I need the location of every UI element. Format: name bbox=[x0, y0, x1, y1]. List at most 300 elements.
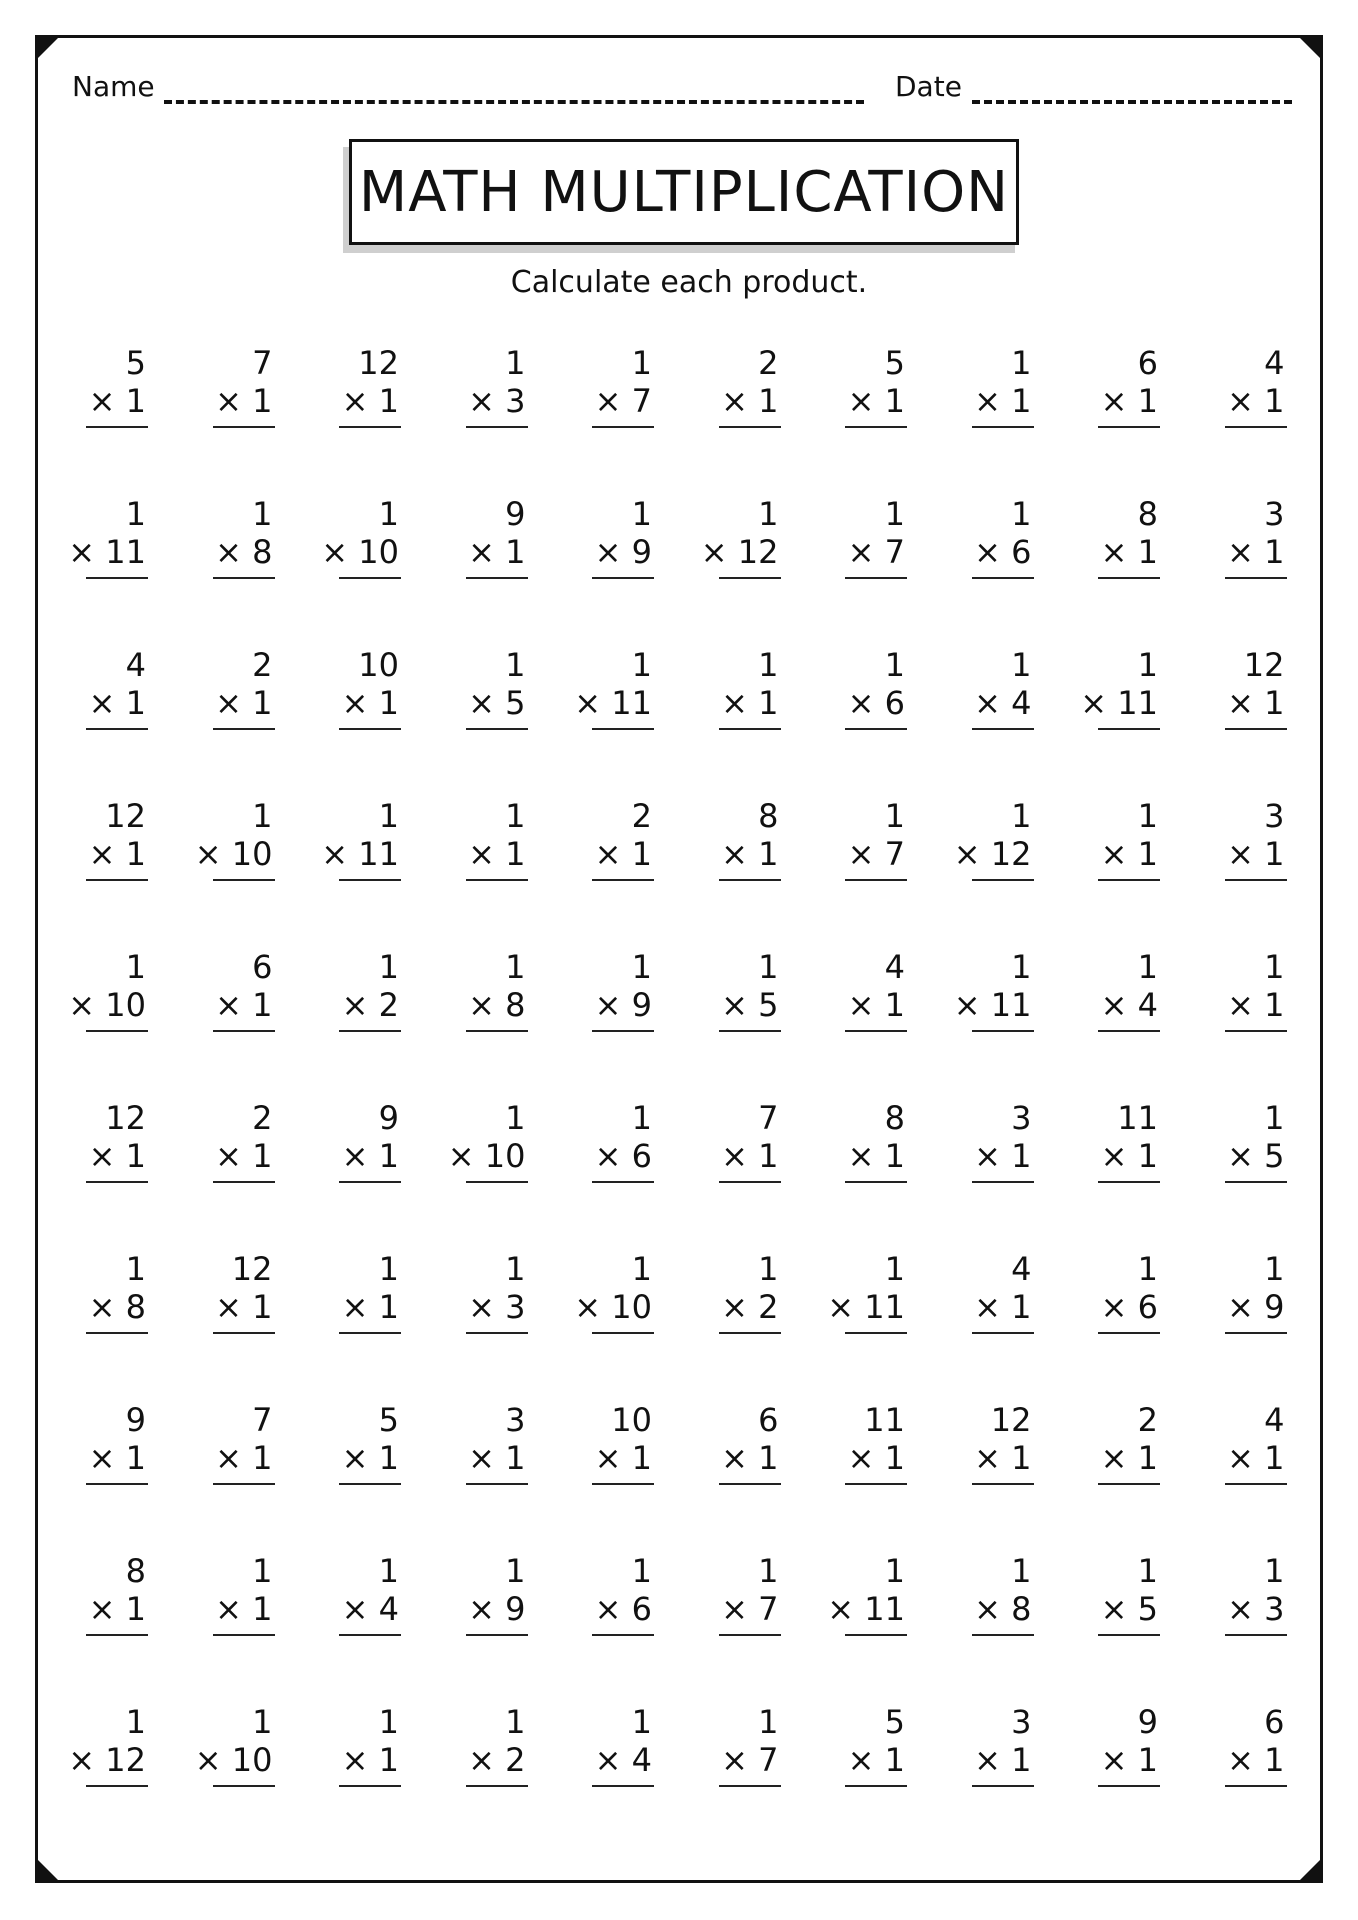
multiplier-value: 1 bbox=[125, 1590, 146, 1628]
multiplicand: 12 bbox=[231, 1250, 273, 1288]
multiplier-value: 6 bbox=[1137, 1288, 1158, 1326]
times-sign-icon: × bbox=[88, 1137, 126, 1175]
times-sign-icon: × bbox=[1227, 684, 1265, 722]
problem-row bbox=[64, 1246, 1304, 1356]
multiplication-problem[interactable] bbox=[968, 1397, 1034, 1507]
multiplier-value: 1 bbox=[252, 986, 273, 1024]
times-sign-icon: × bbox=[215, 1590, 253, 1628]
multiplication-problem[interactable] bbox=[715, 1095, 781, 1205]
multiplier-value: 3 bbox=[1264, 1590, 1285, 1628]
answer-line bbox=[592, 728, 654, 730]
problem-row bbox=[64, 1699, 1304, 1809]
problem-row bbox=[64, 1095, 1304, 1205]
multiplicand: 1 bbox=[1264, 948, 1285, 986]
multiplication-problem[interactable] bbox=[1221, 1397, 1287, 1507]
multiplicand: 8 bbox=[884, 1099, 905, 1137]
multiplication-problem[interactable] bbox=[68, 1699, 148, 1809]
multiplier bbox=[89, 1590, 146, 1628]
answer-line bbox=[972, 1181, 1034, 1183]
answer-line bbox=[213, 1332, 275, 1334]
multiplication-problem[interactable] bbox=[1221, 491, 1287, 601]
answer-line bbox=[86, 728, 148, 730]
multiplication-problem[interactable] bbox=[1094, 1548, 1160, 1658]
multiplication-problem[interactable] bbox=[588, 1548, 654, 1658]
multiplicand: 7 bbox=[252, 1401, 273, 1439]
multiplication-problem[interactable] bbox=[209, 491, 275, 601]
multiplier bbox=[848, 1137, 905, 1175]
multiplier bbox=[68, 986, 146, 1024]
times-sign-icon: × bbox=[847, 382, 885, 420]
multiplier-value: 1 bbox=[125, 684, 146, 722]
multiplier-value: 7 bbox=[884, 533, 905, 571]
multiplicand: 1 bbox=[758, 646, 779, 684]
multiplication-problem[interactable] bbox=[1094, 1246, 1160, 1356]
problem-row bbox=[64, 491, 1304, 601]
answer-line bbox=[1225, 879, 1287, 881]
date-label: Date bbox=[895, 70, 962, 103]
multiplier-value: 11 bbox=[864, 1288, 905, 1326]
multiplication-problem[interactable] bbox=[1094, 340, 1160, 450]
times-sign-icon: × bbox=[1227, 1288, 1265, 1326]
multiplier-value: 1 bbox=[884, 986, 905, 1024]
answer-line bbox=[466, 1181, 528, 1183]
multiplication-problem[interactable] bbox=[447, 1095, 528, 1205]
multiplicand: 1 bbox=[758, 1250, 779, 1288]
multiplication-problem[interactable] bbox=[1221, 1699, 1287, 1809]
multiplier bbox=[1227, 835, 1284, 873]
multiplier bbox=[721, 382, 778, 420]
multiplicand: 3 bbox=[505, 1401, 526, 1439]
answer-line bbox=[466, 426, 528, 428]
answer-line bbox=[719, 1030, 781, 1032]
multiplier-value: 9 bbox=[1264, 1288, 1285, 1326]
multiplier bbox=[848, 1439, 905, 1477]
multiplier bbox=[342, 986, 399, 1024]
multiplication-problem[interactable] bbox=[1094, 793, 1160, 903]
multiplicand: 6 bbox=[252, 948, 273, 986]
multiplicand: 6 bbox=[1137, 344, 1158, 382]
times-sign-icon: × bbox=[974, 1288, 1012, 1326]
multiplication-problem[interactable] bbox=[841, 944, 907, 1054]
multiplication-problem[interactable] bbox=[1221, 1246, 1287, 1356]
multiplier-value: 1 bbox=[252, 382, 273, 420]
answer-line bbox=[86, 1332, 148, 1334]
times-sign-icon: × bbox=[721, 684, 759, 722]
multiplicand: 1 bbox=[884, 646, 905, 684]
multiplication-problem[interactable] bbox=[1094, 1699, 1160, 1809]
multiplier-value: 10 bbox=[358, 533, 399, 571]
multiplication-problem[interactable] bbox=[841, 340, 907, 450]
multiplier bbox=[342, 1590, 399, 1628]
multiplier-value: 12 bbox=[737, 533, 779, 571]
multiplier-value: 1 bbox=[1011, 1288, 1032, 1326]
answer-line bbox=[845, 1634, 907, 1636]
times-sign-icon: × bbox=[88, 835, 126, 873]
multiplication-problem[interactable] bbox=[588, 1397, 654, 1507]
instructions-text: Calculate each product. bbox=[510, 265, 868, 300]
multiplication-problem[interactable] bbox=[715, 1397, 781, 1507]
times-sign-icon: × bbox=[721, 1590, 759, 1628]
answer-line bbox=[466, 728, 528, 730]
multiplier-value: 2 bbox=[378, 986, 399, 1024]
multiplication-problem[interactable] bbox=[968, 340, 1034, 450]
problem-row bbox=[64, 1548, 1304, 1658]
multiplicand: 4 bbox=[1264, 344, 1285, 382]
multiplicand: 1 bbox=[125, 1250, 146, 1288]
multiplication-problem[interactable] bbox=[841, 1095, 907, 1205]
answer-line bbox=[1098, 1181, 1160, 1183]
multiplication-problem[interactable] bbox=[953, 793, 1034, 903]
multiplier-value: 12 bbox=[990, 835, 1032, 873]
answer-line bbox=[213, 1483, 275, 1485]
multiplicand: 8 bbox=[1137, 495, 1158, 533]
answer-line bbox=[719, 1634, 781, 1636]
multiplication-problem[interactable] bbox=[574, 642, 654, 752]
multiplier bbox=[1101, 1741, 1158, 1779]
times-sign-icon: × bbox=[594, 835, 632, 873]
name-label: Name bbox=[72, 70, 155, 103]
name-field[interactable] bbox=[164, 100, 864, 104]
times-sign-icon: × bbox=[1100, 1137, 1138, 1175]
multiplier-value: 1 bbox=[1264, 382, 1285, 420]
multiplicand: 5 bbox=[378, 1401, 399, 1439]
multiplier bbox=[1101, 1288, 1158, 1326]
multiplication-problem[interactable] bbox=[462, 793, 528, 903]
times-sign-icon: × bbox=[68, 986, 106, 1024]
date-field[interactable] bbox=[972, 100, 1292, 104]
multiplication-problem[interactable] bbox=[194, 1699, 275, 1809]
multiplication-problem[interactable] bbox=[209, 1095, 275, 1205]
times-sign-icon: × bbox=[468, 1590, 506, 1628]
answer-line bbox=[719, 879, 781, 881]
multiplication-problem[interactable] bbox=[82, 1548, 148, 1658]
multiplier bbox=[215, 382, 272, 420]
multiplier bbox=[1227, 382, 1284, 420]
multiplication-problem[interactable] bbox=[209, 340, 275, 450]
multiplicand: 6 bbox=[1264, 1703, 1285, 1741]
multiplicand: 11 bbox=[1117, 1099, 1158, 1137]
multiplication-problem[interactable] bbox=[335, 1699, 401, 1809]
multiplication-problem[interactable] bbox=[82, 642, 148, 752]
multiplication-problem[interactable] bbox=[462, 642, 528, 752]
times-sign-icon: × bbox=[88, 1590, 126, 1628]
multiplier-value: 3 bbox=[505, 1288, 526, 1326]
multiplier-value: 2 bbox=[505, 1741, 526, 1779]
answer-line bbox=[1225, 728, 1287, 730]
multiplication-problem[interactable] bbox=[1080, 642, 1160, 752]
multiplicand: 1 bbox=[884, 1552, 905, 1590]
times-sign-icon: × bbox=[215, 1288, 253, 1326]
times-sign-icon: × bbox=[847, 684, 885, 722]
multiplication-problem[interactable] bbox=[715, 793, 781, 903]
times-sign-icon: × bbox=[721, 1439, 759, 1477]
times-sign-icon: × bbox=[721, 1288, 759, 1326]
multiplication-problem[interactable] bbox=[841, 793, 907, 903]
multiplication-problem[interactable] bbox=[588, 944, 654, 1054]
multiplicand: 1 bbox=[1011, 797, 1032, 835]
multiplication-problem[interactable] bbox=[968, 491, 1034, 601]
multiplication-problem[interactable] bbox=[715, 340, 781, 450]
multiplier-value: 4 bbox=[1137, 986, 1158, 1024]
multiplication-problem[interactable] bbox=[209, 1246, 275, 1356]
answer-line bbox=[845, 1181, 907, 1183]
multiplicand: 8 bbox=[758, 797, 779, 835]
multiplier-value: 1 bbox=[1137, 1439, 1158, 1477]
multiplication-problem[interactable] bbox=[588, 1699, 654, 1809]
multiplier bbox=[974, 382, 1031, 420]
multiplicand: 5 bbox=[884, 344, 905, 382]
multiplier-value: 9 bbox=[631, 986, 652, 1024]
multiplication-problem[interactable] bbox=[1221, 793, 1287, 903]
multiplication-problem[interactable] bbox=[321, 793, 401, 903]
times-sign-icon: × bbox=[1100, 533, 1138, 571]
multiplicand: 1 bbox=[1137, 1250, 1158, 1288]
multiplication-problem[interactable] bbox=[209, 1548, 275, 1658]
multiplicand: 1 bbox=[1011, 646, 1032, 684]
multiplier-value: 8 bbox=[1011, 1590, 1032, 1628]
multiplier bbox=[848, 382, 905, 420]
multiplication-problem[interactable] bbox=[335, 340, 401, 450]
multiplier bbox=[1101, 1439, 1158, 1477]
multiplier-value: 7 bbox=[758, 1590, 779, 1628]
answer-line bbox=[86, 1030, 148, 1032]
multiplicand: 1 bbox=[631, 344, 652, 382]
multiplication-problem[interactable] bbox=[82, 1246, 148, 1356]
multiplier-value: 1 bbox=[1137, 382, 1158, 420]
multiplicand: 1 bbox=[505, 1099, 526, 1137]
answer-line bbox=[845, 426, 907, 428]
multiplication-problem[interactable] bbox=[700, 491, 781, 601]
multiplication-problem[interactable] bbox=[968, 1246, 1034, 1356]
times-sign-icon: × bbox=[847, 533, 885, 571]
times-sign-icon: × bbox=[447, 1137, 485, 1175]
times-sign-icon: × bbox=[974, 382, 1012, 420]
multiplication-problem[interactable] bbox=[588, 340, 654, 450]
multiplication-problem[interactable] bbox=[715, 944, 781, 1054]
multiplication-problem[interactable] bbox=[841, 1397, 907, 1507]
answer-line bbox=[1225, 426, 1287, 428]
answer-line bbox=[1225, 1634, 1287, 1636]
multiplication-problem[interactable] bbox=[968, 1699, 1034, 1809]
multiplicand: 1 bbox=[1264, 1099, 1285, 1137]
multiplier-value: 1 bbox=[505, 1439, 526, 1477]
multiplication-problem[interactable] bbox=[715, 1699, 781, 1809]
multiplier bbox=[468, 533, 525, 571]
multiplicand: 12 bbox=[358, 344, 399, 382]
times-sign-icon: × bbox=[215, 684, 253, 722]
multiplicand: 7 bbox=[252, 344, 273, 382]
times-sign-icon: × bbox=[953, 986, 991, 1024]
multiplier bbox=[721, 1137, 778, 1175]
times-sign-icon: × bbox=[827, 1288, 865, 1326]
multiplication-problem[interactable] bbox=[335, 1548, 401, 1658]
times-sign-icon: × bbox=[341, 986, 379, 1024]
multiplication-problem[interactable] bbox=[968, 1095, 1034, 1205]
answer-line bbox=[86, 1181, 148, 1183]
multiplication-problem[interactable] bbox=[715, 1548, 781, 1658]
multiplier-value: 1 bbox=[252, 1439, 273, 1477]
multiplication-problem[interactable] bbox=[588, 491, 654, 601]
multiplication-problem[interactable] bbox=[462, 340, 528, 450]
answer-line bbox=[466, 1332, 528, 1334]
multiplication-problem[interactable] bbox=[194, 793, 275, 903]
multiplication-problem[interactable] bbox=[574, 1246, 654, 1356]
multiplicand: 1 bbox=[505, 1552, 526, 1590]
multiplication-problem[interactable] bbox=[462, 1699, 528, 1809]
multiplicand: 9 bbox=[1137, 1703, 1158, 1741]
multiplier-value: 11 bbox=[358, 835, 399, 873]
multiplication-problem[interactable] bbox=[841, 491, 907, 601]
multiplier bbox=[215, 986, 272, 1024]
multiplier bbox=[595, 1741, 652, 1779]
multiplier-value: 1 bbox=[1011, 1439, 1032, 1477]
multiplier-value: 5 bbox=[758, 986, 779, 1024]
answer-line bbox=[213, 426, 275, 428]
multiplicand: 11 bbox=[864, 1401, 905, 1439]
answer-line bbox=[213, 1785, 275, 1787]
multiplication-problem[interactable] bbox=[462, 491, 528, 601]
multiplier bbox=[974, 1288, 1031, 1326]
multiplier-value: 7 bbox=[758, 1741, 779, 1779]
multiplication-problem[interactable] bbox=[968, 1548, 1034, 1658]
multiplication-problem[interactable] bbox=[335, 1095, 401, 1205]
answer-line bbox=[1225, 1030, 1287, 1032]
multiplication-problem[interactable] bbox=[1221, 1095, 1287, 1205]
multiplier bbox=[468, 1741, 525, 1779]
times-sign-icon: × bbox=[953, 835, 991, 873]
multiplication-problem[interactable] bbox=[321, 491, 401, 601]
multiplication-problem[interactable] bbox=[335, 1246, 401, 1356]
page-title: MATH MULTIPLICATION bbox=[349, 139, 1019, 245]
multiplication-problem[interactable] bbox=[1221, 642, 1287, 752]
multiplication-problem[interactable] bbox=[1094, 944, 1160, 1054]
multiplication-problem[interactable] bbox=[335, 944, 401, 1054]
multiplier-value: 1 bbox=[378, 382, 399, 420]
multiplication-problem[interactable] bbox=[827, 1246, 907, 1356]
answer-line bbox=[719, 1785, 781, 1787]
answer-line bbox=[972, 426, 1034, 428]
answer-line bbox=[86, 1483, 148, 1485]
multiplication-problem[interactable] bbox=[335, 1397, 401, 1507]
multiplier bbox=[595, 1590, 652, 1628]
multiplication-problem[interactable] bbox=[1094, 491, 1160, 601]
multiplication-problem[interactable] bbox=[588, 793, 654, 903]
answer-line bbox=[592, 1785, 654, 1787]
answer-line bbox=[972, 1483, 1034, 1485]
multiplicand: 1 bbox=[631, 1250, 652, 1288]
multiplication-problem[interactable] bbox=[462, 1548, 528, 1658]
multiplicand: 1 bbox=[378, 948, 399, 986]
multiplier-value: 1 bbox=[378, 1288, 399, 1326]
multiplicand: 1 bbox=[378, 797, 399, 835]
multiplicand: 1 bbox=[125, 1703, 146, 1741]
multiplier-value: 1 bbox=[758, 1439, 779, 1477]
answer-line bbox=[213, 1634, 275, 1636]
multiplier bbox=[1101, 1590, 1158, 1628]
multiplication-problem[interactable] bbox=[68, 944, 148, 1054]
multiplicand: 1 bbox=[505, 646, 526, 684]
multiplication-problem[interactable] bbox=[1094, 1397, 1160, 1507]
multiplier bbox=[342, 382, 399, 420]
multiplicand: 12 bbox=[1243, 646, 1285, 684]
times-sign-icon: × bbox=[215, 1137, 253, 1175]
answer-line bbox=[213, 728, 275, 730]
answer-line bbox=[1098, 577, 1160, 579]
multiplicand: 1 bbox=[125, 948, 146, 986]
multiplication-problem[interactable] bbox=[209, 944, 275, 1054]
times-sign-icon: × bbox=[700, 533, 738, 571]
multiplication-problem[interactable] bbox=[82, 340, 148, 450]
multiplier bbox=[721, 1288, 778, 1326]
multiplier bbox=[974, 1439, 1031, 1477]
multiplication-problem[interactable] bbox=[953, 944, 1034, 1054]
multiplication-problem[interactable] bbox=[209, 642, 275, 752]
times-sign-icon: × bbox=[194, 835, 232, 873]
answer-line bbox=[592, 1483, 654, 1485]
multiplication-problem[interactable] bbox=[82, 1397, 148, 1507]
multiplication-problem[interactable] bbox=[68, 491, 148, 601]
multiplication-problem[interactable] bbox=[209, 1397, 275, 1507]
multiplicand: 1 bbox=[631, 1099, 652, 1137]
multiplication-problem[interactable] bbox=[715, 1246, 781, 1356]
multiplication-problem[interactable] bbox=[715, 642, 781, 752]
multiplication-problem[interactable] bbox=[82, 793, 148, 903]
answer-line bbox=[1098, 1332, 1160, 1334]
multiplier-value: 8 bbox=[125, 1288, 146, 1326]
multiplier bbox=[215, 533, 272, 571]
times-sign-icon: × bbox=[974, 1137, 1012, 1175]
multiplier-value: 1 bbox=[125, 1439, 146, 1477]
multiplicand: 12 bbox=[990, 1401, 1032, 1439]
multiplicand: 1 bbox=[884, 1250, 905, 1288]
multiplier-value: 1 bbox=[1264, 986, 1285, 1024]
multiplication-problem[interactable] bbox=[588, 1095, 654, 1205]
times-sign-icon: × bbox=[574, 684, 612, 722]
multiplicand: 1 bbox=[505, 1703, 526, 1741]
multiplicand: 1 bbox=[378, 495, 399, 533]
multiplier-value: 3 bbox=[505, 382, 526, 420]
answer-line bbox=[972, 1634, 1034, 1636]
times-sign-icon: × bbox=[468, 533, 506, 571]
multiplicand: 1 bbox=[252, 1552, 273, 1590]
multiplication-problem[interactable] bbox=[462, 1397, 528, 1507]
multiplication-problem[interactable] bbox=[335, 642, 401, 752]
multiplication-problem[interactable] bbox=[841, 642, 907, 752]
times-sign-icon: × bbox=[1080, 684, 1118, 722]
multiplier bbox=[701, 533, 779, 571]
multiplier-value: 5 bbox=[1137, 1590, 1158, 1628]
multiplier-value: 9 bbox=[505, 1590, 526, 1628]
multiplication-problem[interactable] bbox=[1221, 1548, 1287, 1658]
multiplication-problem[interactable] bbox=[462, 1246, 528, 1356]
multiplication-problem[interactable] bbox=[1221, 944, 1287, 1054]
multiplication-problem[interactable] bbox=[1094, 1095, 1160, 1205]
multiplier-value: 1 bbox=[758, 382, 779, 420]
multiplier bbox=[89, 1439, 146, 1477]
multiplication-problem[interactable] bbox=[827, 1548, 907, 1658]
multiplication-problem[interactable] bbox=[968, 642, 1034, 752]
answer-line bbox=[339, 1332, 401, 1334]
multiplier bbox=[974, 684, 1031, 722]
multiplier bbox=[89, 1288, 146, 1326]
multiplication-problem[interactable] bbox=[462, 944, 528, 1054]
multiplication-problem[interactable] bbox=[82, 1095, 148, 1205]
times-sign-icon: × bbox=[215, 1439, 253, 1477]
multiplication-problem[interactable] bbox=[841, 1699, 907, 1809]
times-sign-icon: × bbox=[215, 533, 253, 571]
multiplier-value: 10 bbox=[105, 986, 146, 1024]
multiplication-problem[interactable] bbox=[1221, 340, 1287, 450]
